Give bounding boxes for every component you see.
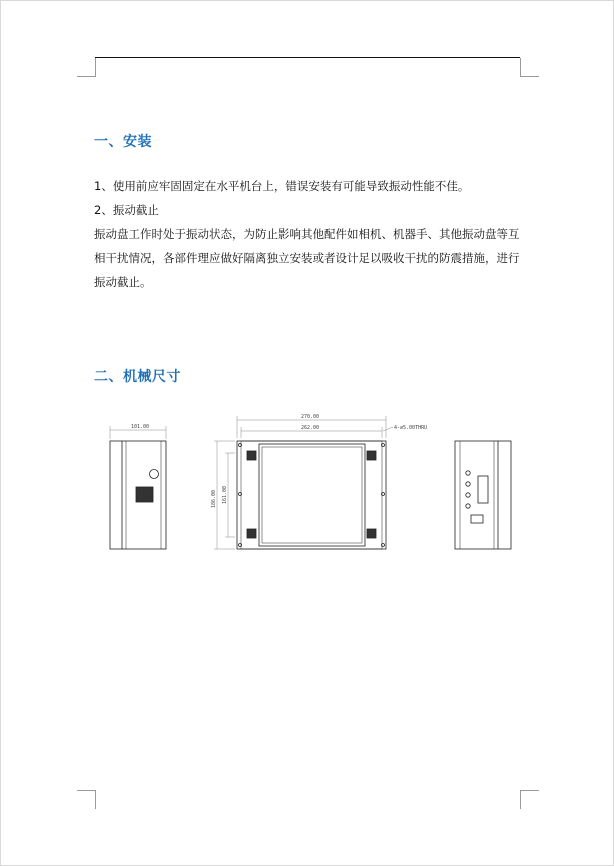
side-view-left	[110, 426, 166, 549]
dim-front-height-inner: 161.00	[222, 485, 228, 504]
section-heading-dimensions: 二、机械尺寸	[94, 369, 181, 385]
paragraph-install-3: 振动盘工作时处于振动状态，为防止影响其他配件如相机、机器手、其他振动盘等互相干扰情况，各部件理应做好隔离独立安装或者设计足以吸收干扰的防震措施，进行振动截止。	[94, 227, 520, 289]
side-view-right	[455, 441, 511, 549]
dim-front-height-outer: 186.00	[211, 489, 217, 508]
dim-front-width-inner: 262.00	[301, 425, 320, 431]
dim-side-width: 101.00	[131, 424, 150, 430]
paragraph-install-1: 1、使用前应牢固固定在水平机台上，错误安装有可能导致振动性能不佳。	[94, 179, 470, 193]
dim-front-width-outer: 270.00	[301, 414, 320, 420]
paragraph-install-2: 2、振动截止	[94, 203, 159, 217]
mechanical-drawing	[1, 1, 613, 865]
front-view-center	[214, 416, 393, 549]
section-heading-install: 一、安装	[94, 134, 152, 150]
dim-hole-note: 4-∅5.00THRU	[394, 425, 428, 431]
